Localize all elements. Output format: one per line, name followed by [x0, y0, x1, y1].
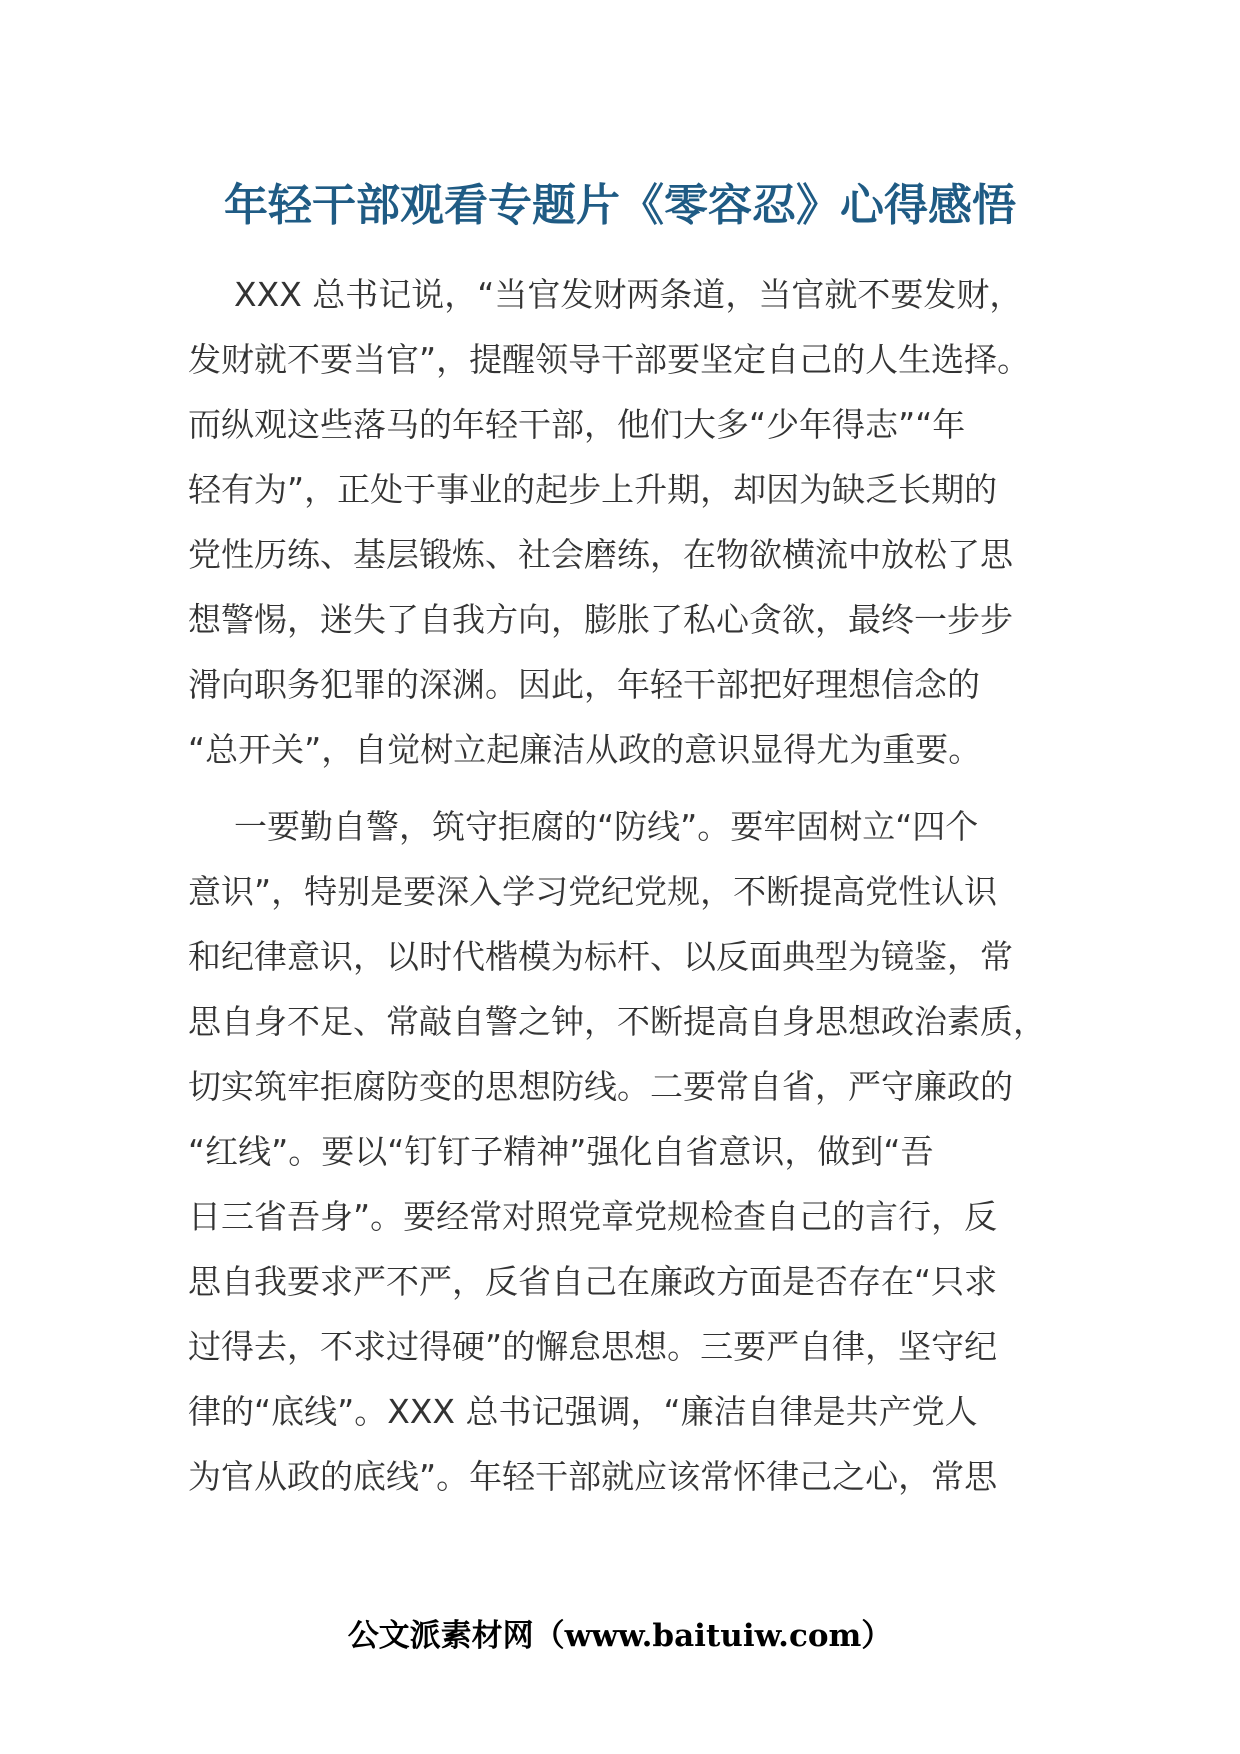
- document-title: 年轻干部观看专题片《零容忍》心得感悟: [224, 180, 1016, 231]
- paragraph-line: 和纪律意识，以时代楷模为标杆、以反面典型为镜鉴，常: [188, 937, 1013, 976]
- paragraph-line: 日三省吾身”。要经常对照党章党规检查自己的言行，反: [188, 1197, 998, 1236]
- paragraph-line: 党性历练、基层锻炼、社会磨练，在物欲横流中放松了思: [188, 535, 1013, 574]
- paragraph-line: 发财就不要当官”，提醒领导干部要坚定自己的人生选择。: [188, 340, 1031, 379]
- paragraph-1: [188, 262, 1050, 782]
- paragraph-line: 想警惕，迷失了自我方向，膨胀了私心贪欲，最终一步步: [188, 600, 1013, 639]
- paragraph-line: 律的“底线”。XXX 总书记强调，“廉洁自律是共产党人: [188, 1392, 978, 1431]
- paragraph-line: 切实筑牢拒腐防变的思想防线。二要常自省，严守廉政的: [188, 1067, 1013, 1106]
- paragraph-line: XXX 总书记说，“当官发财两条道，当官就不要发财，: [234, 275, 1023, 314]
- paragraph-line: 滑向职务犯罪的深渊。因此，年轻干部把好理想信念的: [188, 665, 980, 704]
- paragraph-line: 思自身不足、常敲自警之钟，不断提高自身思想政治素质，: [188, 1002, 1046, 1041]
- paragraph-line: 过得去，不求过得硬”的懈怠思想。三要严自律，坚守纪: [188, 1327, 998, 1366]
- paragraph-line: 思自我要求严不严，反省自己在廉政方面是否存在“只求: [188, 1262, 998, 1301]
- paragraph-line: “总开关”，自觉树立起廉洁从政的意识显得尤为重要。: [188, 730, 982, 769]
- paragraph-line: 而纵观这些落马的年轻干部，他们大多“少年得志”“年: [188, 405, 966, 444]
- paragraph-line: 轻有为”，正处于事业的起步上升期，却因为缺乏长期的: [188, 470, 998, 509]
- footer-source: 公文派素材网（www.baituiw.com）: [347, 1618, 893, 1654]
- paragraph-line: 意识”，特别是要深入学习党纪党规，不断提高党性认识: [188, 872, 998, 911]
- paragraph-2: [188, 794, 1050, 1509]
- paragraph-line: 为官从政的底线”。年轻干部就应该常怀律己之心，常思: [188, 1457, 998, 1496]
- paragraph-line: “红线”。要以“钉钉子精神”强化自省意识，做到“吾: [188, 1132, 934, 1171]
- paragraph-line: 一要勤自警，筑守拒腐的“防线”。要牢固树立“四个: [234, 807, 979, 846]
